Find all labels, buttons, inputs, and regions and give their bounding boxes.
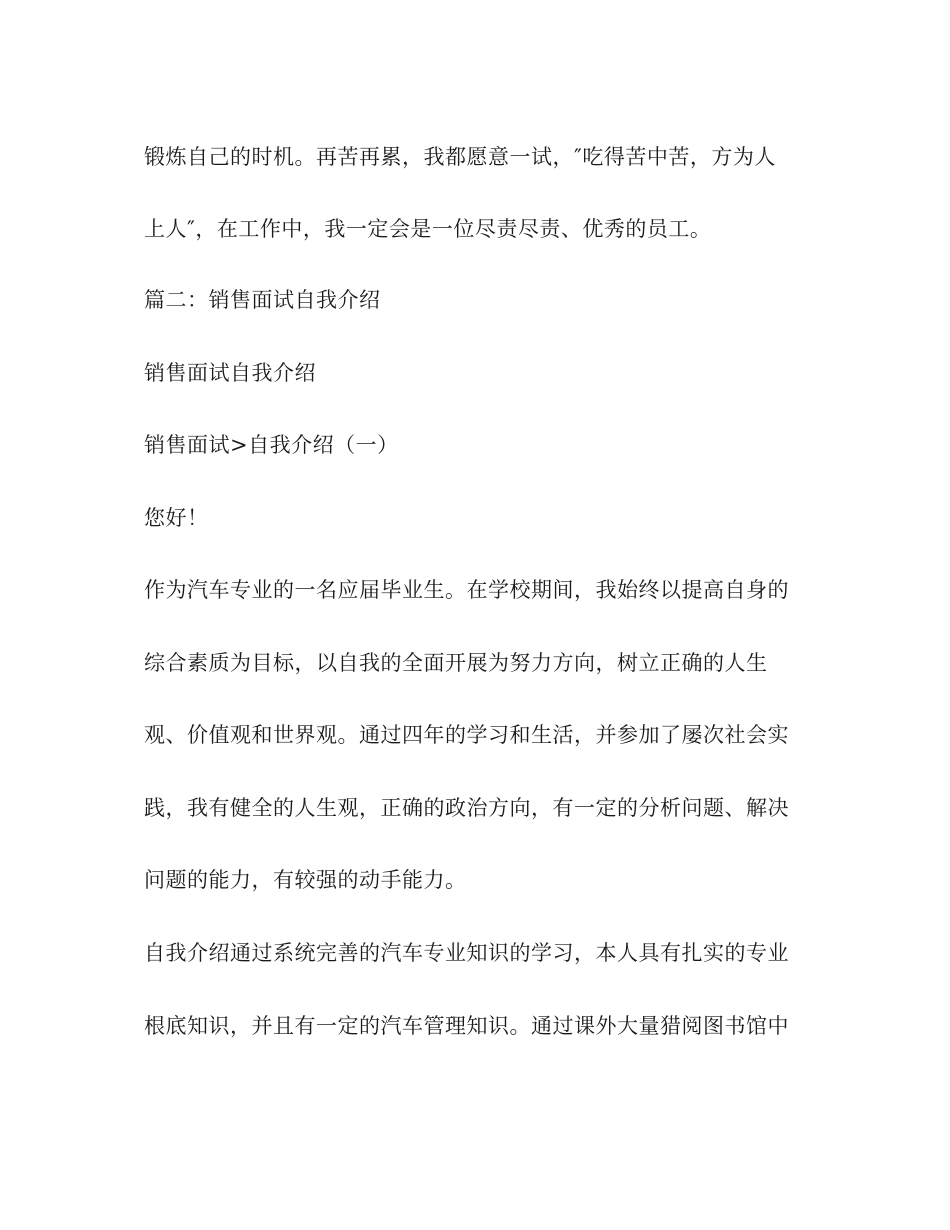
- greeting-line: 您好！: [144, 506, 209, 530]
- text-line: 综合素质为目标，以自我的全面开展为努力方向，树立正确的人生: [144, 651, 768, 675]
- text-line: 锻炼自己的时机。再苦再累，我都愿意一试，″吃得苦中苦，方为人: [144, 145, 776, 169]
- text-line: 作为汽车专业的一名应届毕业生。在学校期间，我始终以提高自身的: [144, 578, 789, 602]
- text-line: 观、价值观和世界观。通过四年的学习和生活，并参加了屡次社会实: [144, 723, 789, 747]
- text-line: 根底知识，并且有一定的汽车管理知识。通过课外大量猎阅图书馆中: [144, 1014, 789, 1038]
- text-line: 践，我有健全的人生观，正确的政治方向，有一定的分析问题、解决: [144, 796, 789, 820]
- section-heading: 篇二：销售面试自我介绍: [144, 288, 381, 312]
- text-line: 自我介绍通过系统完善的汽车专业知识的学习，本人具有扎实的专业: [144, 941, 789, 965]
- subsection-title: 销售面试>自我介绍（一）: [144, 433, 399, 457]
- text-line: 上人″，在工作中，我一定会是一位尽责尽责、优秀的员工。: [144, 217, 712, 241]
- section-title: 销售面试自我介绍: [144, 361, 316, 385]
- text-line: 问题的能力，有较强的动手能力。: [144, 868, 467, 892]
